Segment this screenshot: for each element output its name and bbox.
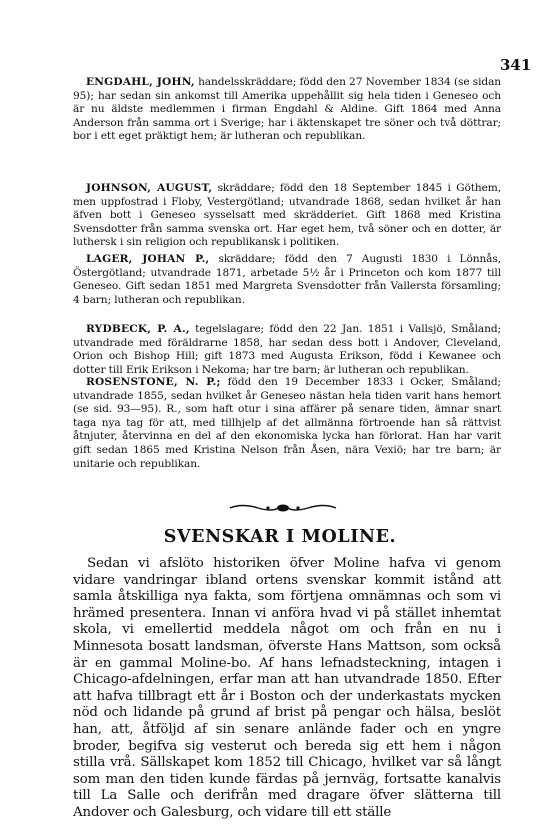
entry-text: tegelslagare; född den 22 Jan. 1851 i Vallsjö, Småland; utvandrade med föräldrarne 1858, har sedan dess bott i Andover, Cleveland, Orion och Bishop Hill; gift 1873 med Augusta Erikson, född i Kewanee och dotter till Erik Erikson i Nekoma; har tre barn; är lutheran och republikan. [73,323,501,376]
entry-text: född den 19 December 1833 i Ocker, Småland; utvandrade 1855, sedan hvilket år Geneseo nästan hela tiden varit hans hemort (se sid. 93—95). R., som haft otur i sina affärer på senare tiden, ämnar snart taga nya tag för att, med tillhjelp af det allmänna förtroende han så rättvist åtnjuter, återvinna en del af den ekonomiska lycka han förlorat. Han har varit gift sedan 1865 med Kristina Nelson från Åsen, nära Vexiö; har tre barn; är unitarie och republikan. [73,376,501,470]
entry-name: LAGER, JOHAN P., [86,253,210,265]
biography-entry [73,253,501,307]
biography-entry [73,376,501,471]
section-title: SVENSKAR I MOLINE. [163,527,397,547]
entry-name: ENGDAHL, JOHN, [86,76,195,88]
entry-text: handelsskräddare; född den 27 November 1834 (se sidan 95); har sedan sin ankomst till Amerika uppehållit sig hela tiden i Geneseo och är nu äldste medlemmen i firman Engdahl & Aldine. Gift 1864 med Anna Anderson från samma ort i Sverige; har i äktenskapet tre söner och två döttrar; bor i ett eget präktigt hem; är lutheran och republikan. [73,76,502,143]
entry-name: JOHNSON, AUGUST, [86,182,213,194]
entry-text: skräddare; född den 7 Augusti 1830 i Lönnås, Östergötland; utvandrade 1871, arbetade 5½ år i Princeton och kom 1877 till Geneseo. Gift sedan 1851 med Margreta Svensdotter från Vallersta församling; 4 barn; lutheran och republikan. [73,253,501,306]
entry-name: RYDBECK, P. A., [86,323,190,335]
biography-entry [73,76,501,144]
body-paragraph [73,556,501,822]
page-number: 341 [500,56,532,74]
body-text: Sedan vi afslöto historiken öfver Moline hafva vi genom vidare vandringar ibland ortens svenskar kommit istånd att samla åtskilliga nya fakta, som förtjena omnämnas och som vi hrämed presentera. Innan vi anföra hvad vi på stället inhemtat skola, vi emellertid meddela något om och från en nu i Minnesota bosatt landsman, öfverste Hans Mattson, som också är en gammal Moline-bo. Af hans lefnadsteckning, intagen i Chicago-afdelningen, erfar man att han utvandrade 1850. Efter att hafva tillbragt ett år i Boston och der underkastats mycken nöd och lidande på grund af brist på pengar och hälsa, beslöt han, att, åtföljd af sin senare anlände fader och en yngre broder, begifva sig vesterut och bereda sig ett hem i någon stilla vrå. Sällskapet kom 1852 till Chicago, hvilket var så långt som man den tiden kunde färdas på jernväg, fortsatte kanalvis till La Salle och derifrån med dragare öfver slätterna till Andover och Galesburg, och vidare till ett ställe [73,556,501,820]
biography-entry [73,323,501,377]
entry-name: ROSENSTONE, N. P.; [86,376,221,388]
ornament-divider [228,502,338,514]
entry-text: skräddare; född den 18 September 1845 i Göthem, men uppfostrad i Floby, Vestergötland; utvandrade 1868, sedan hvilket år han äfven bott i Geneseo sysselsatt med skrädderiet. Gift 1868 med Kristina Svensdotter från samma svenska ort. Har eget hem, två söner och en dotter, är luthersk i sin religion och republikansk i politiken. [73,182,501,249]
biography-entry [73,182,501,250]
